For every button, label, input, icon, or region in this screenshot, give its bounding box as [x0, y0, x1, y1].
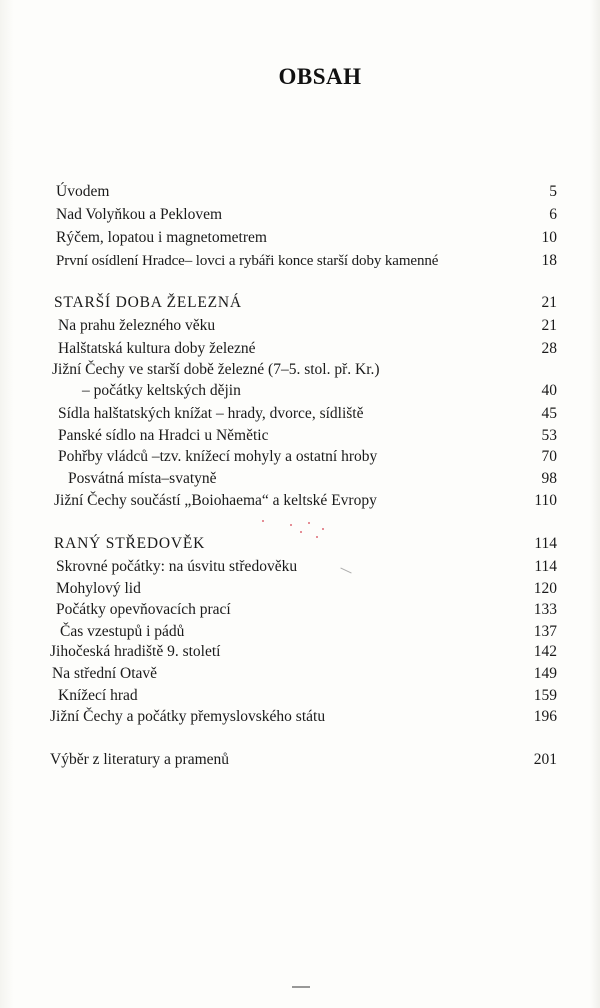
toc-entry	[0, 749, 600, 771]
toc-section-title: STARŠÍ DOBA ŽELEZNÁ	[54, 294, 242, 311]
toc-entry	[0, 578, 600, 600]
toc-entry-title: Posvátná místa–svatyně	[68, 470, 217, 487]
toc-entry-title: Úvodem	[56, 183, 110, 200]
toc-entry-page: 201	[533, 751, 557, 768]
toc-entry-title: Panské sídlo na Hradci u Němětic	[58, 427, 269, 444]
toc-entry-page: 10	[541, 229, 557, 246]
toc-entry-title: Jižní Čechy ve starší době železné (7–5. stol. př. Kr.)	[52, 361, 380, 378]
toc-entry	[0, 315, 600, 337]
toc-entry-title: Počátky opevňovacích prací	[56, 601, 231, 618]
toc-entry	[0, 706, 600, 728]
toc-entry-title: Pohřby vládců –tzv. knížecí mohyly a ostatní hroby	[58, 448, 378, 465]
toc-entry-page: 18	[541, 252, 557, 269]
toc-entry	[0, 338, 600, 360]
toc-entry	[0, 468, 600, 490]
toc-section-title: RANÝ STŘEDOVĚK	[54, 535, 206, 552]
toc-entry-title: První osídlení Hradce– lovci a rybáři konce starší doby kamenné	[56, 253, 439, 269]
toc-entry-title: Rýčem, lopatou i magnetometrem	[56, 229, 267, 246]
toc-entry-page: 149	[533, 665, 557, 682]
toc-entry	[0, 599, 600, 621]
toc-entry-title: Jižní Čechy součástí „Boiohaema“ a keltské Evropy	[54, 492, 377, 509]
toc-entry-page: 6	[549, 206, 557, 223]
toc-entry	[0, 403, 600, 425]
toc-entry-page: 40	[541, 382, 557, 399]
toc-entry-title: Sídla halštatských knížat – hrady, dvorce, sídliště	[58, 405, 364, 422]
toc-entry-page: 137	[533, 623, 557, 640]
toc-entry-page: 28	[541, 340, 557, 357]
toc-section-heading	[0, 292, 600, 314]
toc-entry-title: Jihočeská hradiště 9. století	[50, 643, 221, 660]
toc-entry-page: 98	[541, 470, 557, 487]
toc-entry	[0, 425, 600, 447]
toc-entry-page: 110	[534, 492, 557, 509]
toc-entry-title: Knížecí hrad	[58, 687, 138, 704]
toc-entry-title: Mohylový lid	[56, 580, 141, 597]
toc-entry	[0, 641, 600, 663]
page-footer-dash	[292, 986, 310, 988]
toc-entry-page: 159	[533, 687, 557, 704]
toc-entry-title: – počátky keltských dějin	[82, 382, 241, 399]
toc-entry	[0, 663, 600, 685]
toc-entry	[0, 490, 600, 512]
toc-entry	[0, 250, 600, 272]
toc-entry-title: Nad Volyňkou a Peklovem	[56, 206, 223, 223]
toc-entry-page: 21	[541, 317, 557, 334]
toc-entry-title: Čas vzestupů i pádů	[60, 623, 185, 640]
toc-entry-title: Na prahu železného věku	[58, 317, 216, 334]
toc-entry	[0, 359, 600, 381]
toc-entry-title: Výběr z literatury a pramenů	[50, 751, 230, 768]
toc-entry-page: 120	[533, 580, 557, 597]
toc-entry	[0, 621, 600, 643]
toc-entry-page: 45	[541, 405, 557, 422]
toc-entry-title: Na střední Otavě	[52, 665, 158, 682]
toc-entry	[0, 380, 600, 402]
toc-entry-page: 53	[541, 427, 557, 444]
toc-entry	[0, 181, 600, 203]
toc-entry-title: Jižní Čechy a počátky přemyslovského státu	[50, 708, 326, 725]
toc-entry-page: 133	[533, 601, 557, 618]
toc-entry	[0, 446, 600, 468]
page-title: OBSAH	[278, 64, 362, 89]
toc-entry-page: 142	[533, 643, 557, 660]
toc-entry-title: Skrovné počátky: na úsvitu středověku	[56, 558, 298, 575]
toc-entry-page: 5	[549, 183, 557, 200]
toc-entry	[0, 227, 600, 249]
toc-entry	[0, 204, 600, 226]
toc-entry-title: Halštatská kultura doby železné	[58, 340, 256, 357]
toc-section-page: 21	[541, 294, 557, 311]
toc-entry	[0, 685, 600, 707]
toc-section-heading	[0, 533, 600, 555]
toc-entry-page: 196	[533, 708, 557, 725]
toc-entry-page: 114	[534, 558, 557, 575]
toc-section-page: 114	[534, 535, 557, 552]
toc-entry	[0, 556, 600, 578]
toc-entry-page: 70	[541, 448, 557, 465]
